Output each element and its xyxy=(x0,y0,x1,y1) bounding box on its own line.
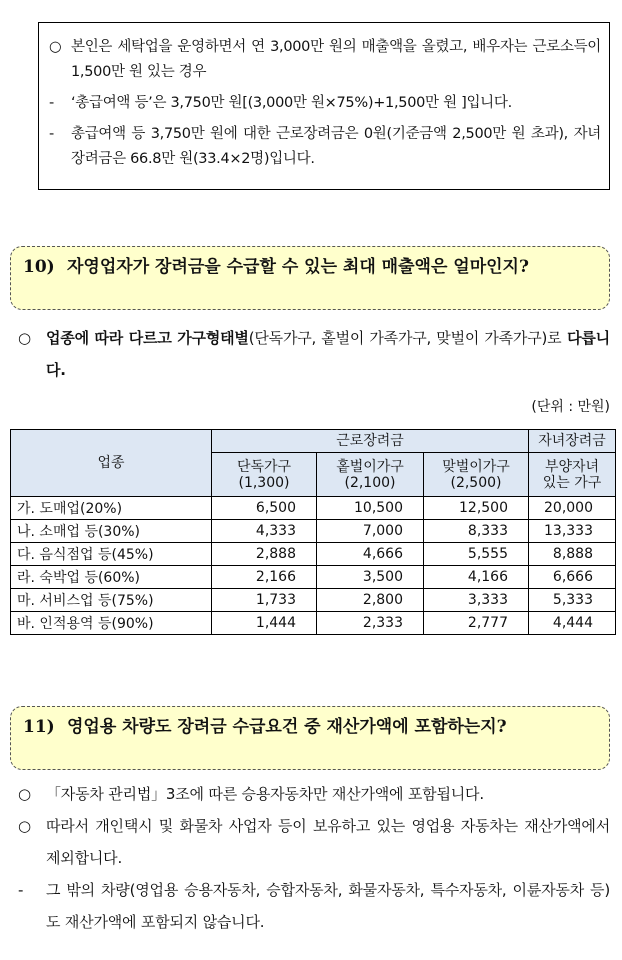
table-row xyxy=(11,612,616,635)
example-line-2 xyxy=(49,91,601,116)
question-number: 11) xyxy=(23,717,55,737)
row-value: 3,500 xyxy=(317,566,424,589)
table-row xyxy=(11,589,616,612)
row-value: 4,333 xyxy=(212,520,317,543)
row-value: 2,777 xyxy=(424,612,529,635)
row-value: 12,500 xyxy=(424,497,529,520)
row-value: 2,888 xyxy=(212,543,317,566)
row-value: 7,000 xyxy=(317,520,424,543)
row-value: 6,500 xyxy=(212,497,317,520)
row-value: 20,000 xyxy=(529,497,616,520)
row-value: 13,333 xyxy=(529,520,616,543)
answer-11-line-2: ○ 따라서 개인택시 및 화물차 사업자 등이 보유하고 있는 영업용 자동차는 재산가액에서 제외합니다. xyxy=(18,810,610,874)
question-10-box xyxy=(10,246,610,310)
row-value: 1,733 xyxy=(212,589,317,612)
answer-10-bold-2: 다릅니다. xyxy=(46,329,610,379)
row-value: 10,500 xyxy=(317,497,424,520)
row-category: 다. 음식점업 등(45%) xyxy=(11,543,212,566)
table-row xyxy=(11,520,616,543)
col-single: 단독가구 (1,300) xyxy=(212,453,317,497)
question-text: 영업용 차량도 장려금 수급요건 중 재산가액에 포함하는지? xyxy=(67,717,507,737)
col-one-earner: 홑벌이가구 (2,100) xyxy=(317,453,424,497)
row-category: 나. 소매업 등(30%) xyxy=(11,520,212,543)
row-value: 2,166 xyxy=(212,566,317,589)
row-value: 4,444 xyxy=(529,612,616,635)
row-value: 6,666 xyxy=(529,566,616,589)
circle-bullet-icon: ○ xyxy=(18,817,31,835)
example-text-1: 본인은 세탁업을 운영하면서 연 3,000만 원의 매출액을 올렸고, 배우자는 근로소득이 1,500만 원 있는 경우 xyxy=(71,39,601,80)
answer-11-line-1: ○ 「자동차 관리법」3조에 따른 승용자동차만 재산가액에 포함됩니다. xyxy=(18,778,610,810)
question-11-box xyxy=(10,706,610,770)
answer-11 xyxy=(18,778,610,938)
row-value: 5,333 xyxy=(529,589,616,612)
row-value: 1,444 xyxy=(212,612,317,635)
row-value: 4,666 xyxy=(317,543,424,566)
row-category: 라. 숙박업 등(60%) xyxy=(11,566,212,589)
row-category: 마. 서비스업 등(75%) xyxy=(11,589,212,612)
table-row xyxy=(11,566,616,589)
table-row xyxy=(11,543,616,566)
example-box xyxy=(38,22,610,190)
circle-bullet-icon: ○ xyxy=(18,329,31,347)
answer-10-text xyxy=(46,322,610,386)
row-value: 5,555 xyxy=(424,543,529,566)
answer-10 xyxy=(18,322,610,386)
example-line-3 xyxy=(49,122,601,172)
dash-bullet-icon: - xyxy=(49,95,54,111)
example-text-2: ‘총급여액 등’은 3,750만 원[(3,000만 원×75%)+1,500만 원 ]입니다. xyxy=(71,95,512,111)
max-sales-table xyxy=(10,429,616,635)
row-value: 2,800 xyxy=(317,589,424,612)
circle-bullet-icon: ○ xyxy=(49,39,62,55)
row-value: 2,333 xyxy=(317,612,424,635)
unit-label: (단위 : 만원) xyxy=(531,399,610,415)
group-child-incentive: 자녀장려금 xyxy=(529,430,616,453)
dash-bullet-icon: - xyxy=(49,126,54,142)
dash-bullet-icon: - xyxy=(18,881,24,899)
row-category: 바. 인적용역 등(90%) xyxy=(11,612,212,635)
group-work-incentive: 근로장려금 xyxy=(212,430,529,453)
table-row xyxy=(11,497,616,520)
question-number: 10) xyxy=(23,257,55,277)
row-value: 8,888 xyxy=(529,543,616,566)
answer-10-normal: (단독가구, 홑벌이 가족가구, 맞벌이 가족가구)로 xyxy=(248,329,562,347)
answer-10-bold-1: 업종에 따라 다르고 가구형태별 xyxy=(46,329,249,347)
col-business: 업종 xyxy=(11,430,212,497)
col-dual-earner: 맞벌이가구 (2,500) xyxy=(424,453,529,497)
question-text: 자영업자가 장려금을 수급할 수 있는 최대 매출액은 얼마인지? xyxy=(67,257,529,277)
col-child: 부양자녀 있는 가구 xyxy=(529,453,616,497)
example-text-3: 총급여액 등 3,750만 원에 대한 근로장려금은 0원(기준금액 2,500만 원 초과), 자녀장려금은 66.8만 원(33.4×2명)입니다. xyxy=(71,126,601,167)
row-category: 가. 도매업(20%) xyxy=(11,497,212,520)
row-value: 4,166 xyxy=(424,566,529,589)
row-value: 3,333 xyxy=(424,589,529,612)
example-line-1 xyxy=(49,35,601,85)
answer-11-line-3: - 그 밖의 차량(영업용 승용자동차, 승합자동차, 화물자동차, 특수자동차, 이륜자동차 등)도 재산가액에 포함되지 않습니다. xyxy=(18,874,610,938)
row-value: 8,333 xyxy=(424,520,529,543)
circle-bullet-icon: ○ xyxy=(18,785,31,803)
